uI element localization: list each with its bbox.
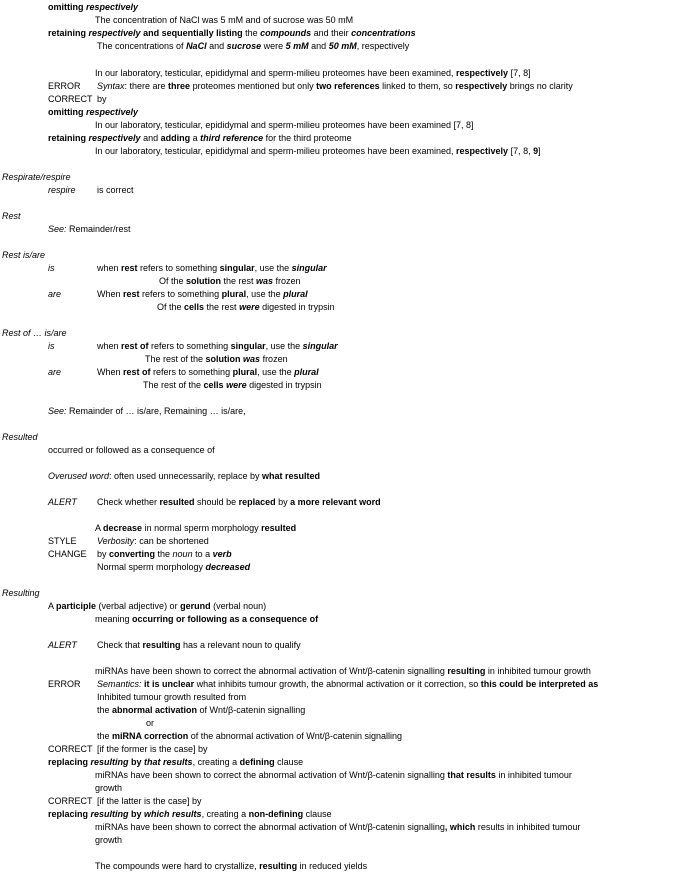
text-run: frozen — [273, 276, 301, 286]
text-run: (verbal adjective) or — [96, 601, 181, 611]
text-run: converting — [109, 549, 156, 559]
text-run: omitting — [48, 2, 86, 12]
text-line — [157, 302, 335, 313]
text-run: refers to something — [148, 341, 231, 351]
text-run: decreased — [205, 562, 251, 572]
text-run: resulted — [261, 523, 297, 533]
text-run: omitting — [48, 107, 86, 117]
text-line — [48, 809, 332, 820]
text-run: plural — [232, 367, 258, 377]
text-run: the rest — [221, 276, 257, 286]
text-run: When — [97, 289, 124, 299]
text-run: ERROR — [48, 679, 81, 689]
text-run: decrease — [103, 523, 143, 533]
text-run: resulting — [259, 861, 298, 871]
text-run: STYLE — [48, 536, 77, 546]
text-run: [7, 8, — [508, 146, 534, 156]
text-run: cells — [184, 302, 205, 312]
text-run: that results — [144, 757, 193, 767]
text-line — [48, 341, 55, 352]
text-run: resulting — [90, 757, 129, 767]
text-run: cells — [203, 380, 224, 390]
text-run: The rest of the — [145, 354, 206, 364]
text-line — [48, 471, 320, 482]
text-line — [97, 562, 250, 573]
text-run: When — [97, 367, 124, 377]
text-run: which results — [144, 809, 202, 819]
text-run: singular — [230, 341, 266, 351]
text-line — [48, 445, 215, 456]
text-line — [97, 185, 134, 196]
text-run: solution — [186, 276, 222, 286]
text-run: is — [48, 263, 55, 273]
text-run: refers to something — [139, 289, 222, 299]
text-run: ERROR — [48, 81, 81, 91]
text-run: plural — [294, 367, 319, 377]
text-line — [48, 640, 77, 651]
text-run: brings no clarity — [507, 81, 573, 91]
text-run: replacing — [48, 757, 91, 767]
text-run: what inhibits tumour growth, the abnormal activation or it correction, so — [194, 679, 481, 689]
text-run: defining — [239, 757, 275, 767]
text-run: has a relevant noun to qualify — [180, 640, 301, 650]
text-run: meaning — [95, 614, 133, 624]
text-run: are — [48, 289, 62, 299]
text-run: , use the — [246, 289, 284, 299]
text-line — [97, 289, 308, 300]
text-run: rest — [121, 263, 138, 273]
text-line — [97, 81, 573, 92]
text-run: for the third proteome — [263, 133, 352, 143]
text-line — [48, 549, 87, 560]
text-run: gerund — [180, 601, 211, 611]
text-run: singular — [302, 341, 338, 351]
text-line — [2, 211, 21, 222]
text-run: were — [261, 41, 286, 51]
text-run: that results — [447, 770, 496, 780]
text-run: , creating a — [201, 809, 249, 819]
text-run: CORRECT — [48, 94, 93, 104]
text-run: See: — [48, 224, 67, 234]
text-run: solution — [205, 354, 241, 364]
text-run: Resulted — [2, 432, 38, 442]
text-run: The compounds were hard to crystallize, — [95, 861, 260, 871]
text-line — [2, 588, 40, 599]
text-run: rest of — [123, 367, 151, 377]
text-run: noun — [172, 549, 193, 559]
text-run: CORRECT — [48, 744, 93, 754]
text-run: two references — [316, 81, 380, 91]
text-line — [48, 224, 131, 235]
text-line — [95, 822, 580, 833]
text-run: Of the — [159, 276, 187, 286]
text-run: miRNAs have been shown to correct the abnormal activation of Wnt/β-catenin signalling — [95, 770, 448, 780]
text-line — [48, 185, 76, 196]
text-run: digested in trypsin — [246, 380, 322, 390]
text-run: to a — [192, 549, 213, 559]
text-line — [97, 549, 232, 560]
text-run: third reference — [200, 133, 264, 143]
text-run: the — [97, 705, 113, 715]
text-line — [97, 341, 338, 352]
text-run: sucrose — [226, 41, 262, 51]
text-run: digested in trypsin — [259, 302, 335, 312]
text-line — [48, 263, 55, 274]
text-run: respectively — [455, 81, 508, 91]
text-run: respectively — [86, 107, 139, 117]
text-line — [95, 120, 474, 131]
text-run: 9 — [533, 146, 539, 156]
text-line — [97, 94, 107, 105]
text-run: respectively — [456, 146, 509, 156]
text-line — [97, 731, 402, 742]
text-line — [48, 133, 352, 144]
text-run: by — [128, 809, 145, 819]
text-run: of the abnormal activation of Wnt/β-catenin signalling — [188, 731, 402, 741]
text-run: results in inhibited tumour — [475, 822, 581, 832]
text-line — [95, 614, 318, 625]
text-run: resulting — [90, 809, 129, 819]
text-line — [143, 380, 322, 391]
text-run: abnormal activation — [112, 705, 198, 715]
text-run: The rest of the — [143, 380, 204, 390]
text-run: Syntax — [97, 81, 125, 91]
text-run: retaining — [48, 28, 89, 38]
text-run: : often used unnecessarily, replace by — [109, 471, 262, 481]
text-run: singular — [291, 263, 327, 273]
text-run: the — [155, 549, 173, 559]
text-run: occurring or following as a consequence of — [132, 614, 319, 624]
text-run: respectively — [456, 68, 509, 78]
text-run: was — [243, 354, 261, 364]
text-run: respectively — [88, 28, 141, 38]
text-run: rest — [123, 289, 140, 299]
text-run: : there are — [124, 81, 169, 91]
text-run: by — [97, 549, 110, 559]
text-run: , respectively — [356, 41, 410, 51]
text-run: by — [275, 497, 291, 507]
text-run: replaced — [238, 497, 276, 507]
text-run: , which — [444, 822, 476, 832]
text-line — [48, 406, 246, 417]
text-run: and — [206, 41, 227, 51]
text-line — [97, 679, 598, 690]
text-line — [48, 601, 266, 612]
text-run: growth — [95, 783, 123, 793]
text-run: , use the — [265, 341, 303, 351]
text-run: linked to them, so — [379, 81, 456, 91]
text-run: were — [239, 302, 260, 312]
text-run: and — [140, 133, 161, 143]
text-run: occurred or followed as a consequence of — [48, 445, 215, 455]
text-run: three — [168, 81, 191, 91]
text-run: clause — [303, 809, 332, 819]
text-line — [97, 536, 209, 547]
text-run: growth — [95, 835, 123, 845]
text-line — [2, 250, 45, 261]
text-run: it is unclear — [144, 679, 195, 689]
text-run: is — [48, 341, 55, 351]
text-line — [48, 679, 81, 690]
text-run: CHANGE — [48, 549, 87, 559]
text-run: (verbal noun) — [210, 601, 267, 611]
text-line — [95, 861, 367, 872]
text-line — [2, 172, 71, 183]
text-line — [146, 718, 154, 729]
text-run: Rest is/are — [2, 250, 46, 260]
text-run: resulting — [447, 666, 486, 676]
text-line — [2, 328, 67, 339]
text-run: compounds — [260, 28, 312, 38]
text-line — [48, 796, 93, 807]
text-run: a more relevant word — [290, 497, 381, 507]
text-run: in inhibited tumour growth — [485, 666, 591, 676]
text-run: in inhibited tumour — [495, 770, 572, 780]
text-run: retaining — [48, 133, 89, 143]
text-run: verb — [212, 549, 232, 559]
text-run: [if the latter is the case] by — [97, 796, 202, 806]
text-run: The concentration of NaCl was 5 mM and of sucrose was 50 mM — [95, 15, 354, 25]
text-line — [95, 15, 353, 26]
text-run: a — [190, 133, 201, 143]
text-run: by — [128, 757, 145, 767]
text-run: 50 mM — [328, 41, 357, 51]
text-run: In our laboratory, testicular, epididymal and sperm-milieu proteomes have been examined, — [95, 146, 457, 156]
text-line — [48, 2, 138, 13]
text-run: Of the — [157, 302, 185, 312]
text-line — [97, 796, 202, 807]
text-run: ALERT — [48, 497, 77, 507]
text-run: Inhibited tumour growth resulted from — [97, 692, 247, 702]
text-run: should be — [194, 497, 239, 507]
text-line — [48, 94, 93, 105]
text-run: the — [242, 28, 261, 38]
text-run: proteomes mentioned but only — [190, 81, 317, 91]
text-run: of Wnt/β-catenin signalling — [197, 705, 306, 715]
text-line — [95, 146, 541, 157]
text-run: Normal sperm morphology — [97, 562, 206, 572]
text-run: Rest — [2, 211, 21, 221]
text-run: the rest — [204, 302, 240, 312]
text-run: The concentrations of — [97, 41, 187, 51]
text-line — [97, 497, 381, 508]
text-line — [97, 367, 319, 378]
text-run: and — [308, 41, 329, 51]
text-run: adding — [160, 133, 191, 143]
text-run: In our laboratory, testicular, epididymal and sperm-milieu proteomes have been examined, — [95, 68, 457, 78]
text-line — [95, 666, 591, 677]
text-line — [48, 367, 61, 378]
text-line — [48, 757, 303, 768]
text-line — [95, 523, 296, 534]
text-line — [97, 41, 409, 52]
text-run: plural — [283, 289, 308, 299]
text-line — [48, 536, 77, 547]
text-run: singular — [219, 263, 255, 273]
text-run: rest of — [121, 341, 149, 351]
text-run: Respirate/respire — [2, 172, 71, 182]
text-run: clause — [274, 757, 304, 767]
text-run: Check whether — [97, 497, 160, 507]
text-run: A — [95, 523, 104, 533]
text-run: NaCl — [186, 41, 207, 51]
text-run: [7, 8] — [508, 68, 531, 78]
text-run: respectively — [88, 133, 141, 143]
text-run: non-defining — [248, 809, 304, 819]
text-run: 5 mM — [285, 41, 309, 51]
text-line — [48, 497, 77, 508]
text-run: by — [97, 94, 107, 104]
text-run: CORRECT — [48, 796, 93, 806]
text-run: , use the — [257, 367, 295, 377]
text-run: was — [256, 276, 274, 286]
text-run: respire — [48, 185, 76, 195]
text-line — [97, 640, 301, 651]
text-run: participle — [56, 601, 97, 611]
text-run: when — [97, 263, 122, 273]
text-line — [97, 705, 305, 716]
text-line — [48, 289, 61, 300]
text-run: miRNA correction — [112, 731, 189, 741]
text-run: is correct — [97, 185, 134, 195]
text-run: Semantics: — [97, 679, 142, 689]
text-run: Rest of … is/are — [2, 328, 67, 338]
text-run: , use the — [254, 263, 292, 273]
text-line — [95, 783, 122, 794]
text-run: miRNAs have been shown to correct the abnormal activation of Wnt/β-catenin signalling — [95, 666, 448, 676]
text-run: or — [146, 718, 155, 728]
text-line — [97, 744, 208, 755]
text-line — [2, 432, 38, 443]
text-line — [95, 835, 122, 846]
text-run: resulted — [159, 497, 195, 507]
text-run: Check that — [97, 640, 143, 650]
text-run: ALERT — [48, 640, 77, 650]
text-run: replacing — [48, 809, 91, 819]
text-run: : can be shortened — [134, 536, 209, 546]
text-run: Resulting — [2, 588, 40, 598]
text-run: what resulted — [261, 471, 320, 481]
text-run: refers to something — [150, 367, 233, 377]
text-run: In our laboratory, testicular, epididymal and sperm-milieu proteomes have been examined [7, 8] — [95, 120, 474, 130]
text-run: Overused word — [48, 471, 110, 481]
text-run: ] — [538, 146, 541, 156]
text-line — [48, 28, 416, 39]
text-line — [95, 770, 572, 781]
text-run: [if the former is the case] by — [97, 744, 208, 754]
text-run: in reduced yields — [297, 861, 368, 871]
text-run: See: — [48, 406, 67, 416]
text-run: listing — [216, 28, 243, 38]
text-run: and their — [311, 28, 352, 38]
text-run: miRNAs have been shown to correct the abnormal activation of Wnt/β-catenin signalling — [95, 822, 445, 832]
text-run: concentrations — [351, 28, 416, 38]
text-run: refers to something — [137, 263, 220, 273]
text-run: frozen — [260, 354, 288, 364]
text-line — [48, 107, 138, 118]
text-run: were — [226, 380, 247, 390]
text-run: respectively — [86, 2, 139, 12]
text-run: are — [48, 367, 62, 377]
text-run: , creating a — [192, 757, 240, 767]
text-line — [95, 68, 531, 79]
text-run: resulting — [142, 640, 181, 650]
text-run: in normal sperm morphology — [142, 523, 262, 533]
text-run: the — [97, 731, 113, 741]
text-line — [48, 744, 93, 755]
text-line — [159, 276, 301, 287]
text-run: plural — [221, 289, 247, 299]
text-run: A — [48, 601, 57, 611]
text-line — [97, 692, 246, 703]
text-line — [48, 81, 81, 92]
text-line — [145, 354, 288, 365]
text-run: Remainder of … is/are, Remaining … is/are, — [66, 406, 246, 416]
text-run: this could be interpreted as — [480, 679, 599, 689]
text-line — [97, 263, 327, 274]
text-run: and sequentially — [140, 28, 217, 38]
text-run: Remainder/rest — [66, 224, 131, 234]
text-run: when — [97, 341, 122, 351]
text-run: Verbosity — [97, 536, 135, 546]
